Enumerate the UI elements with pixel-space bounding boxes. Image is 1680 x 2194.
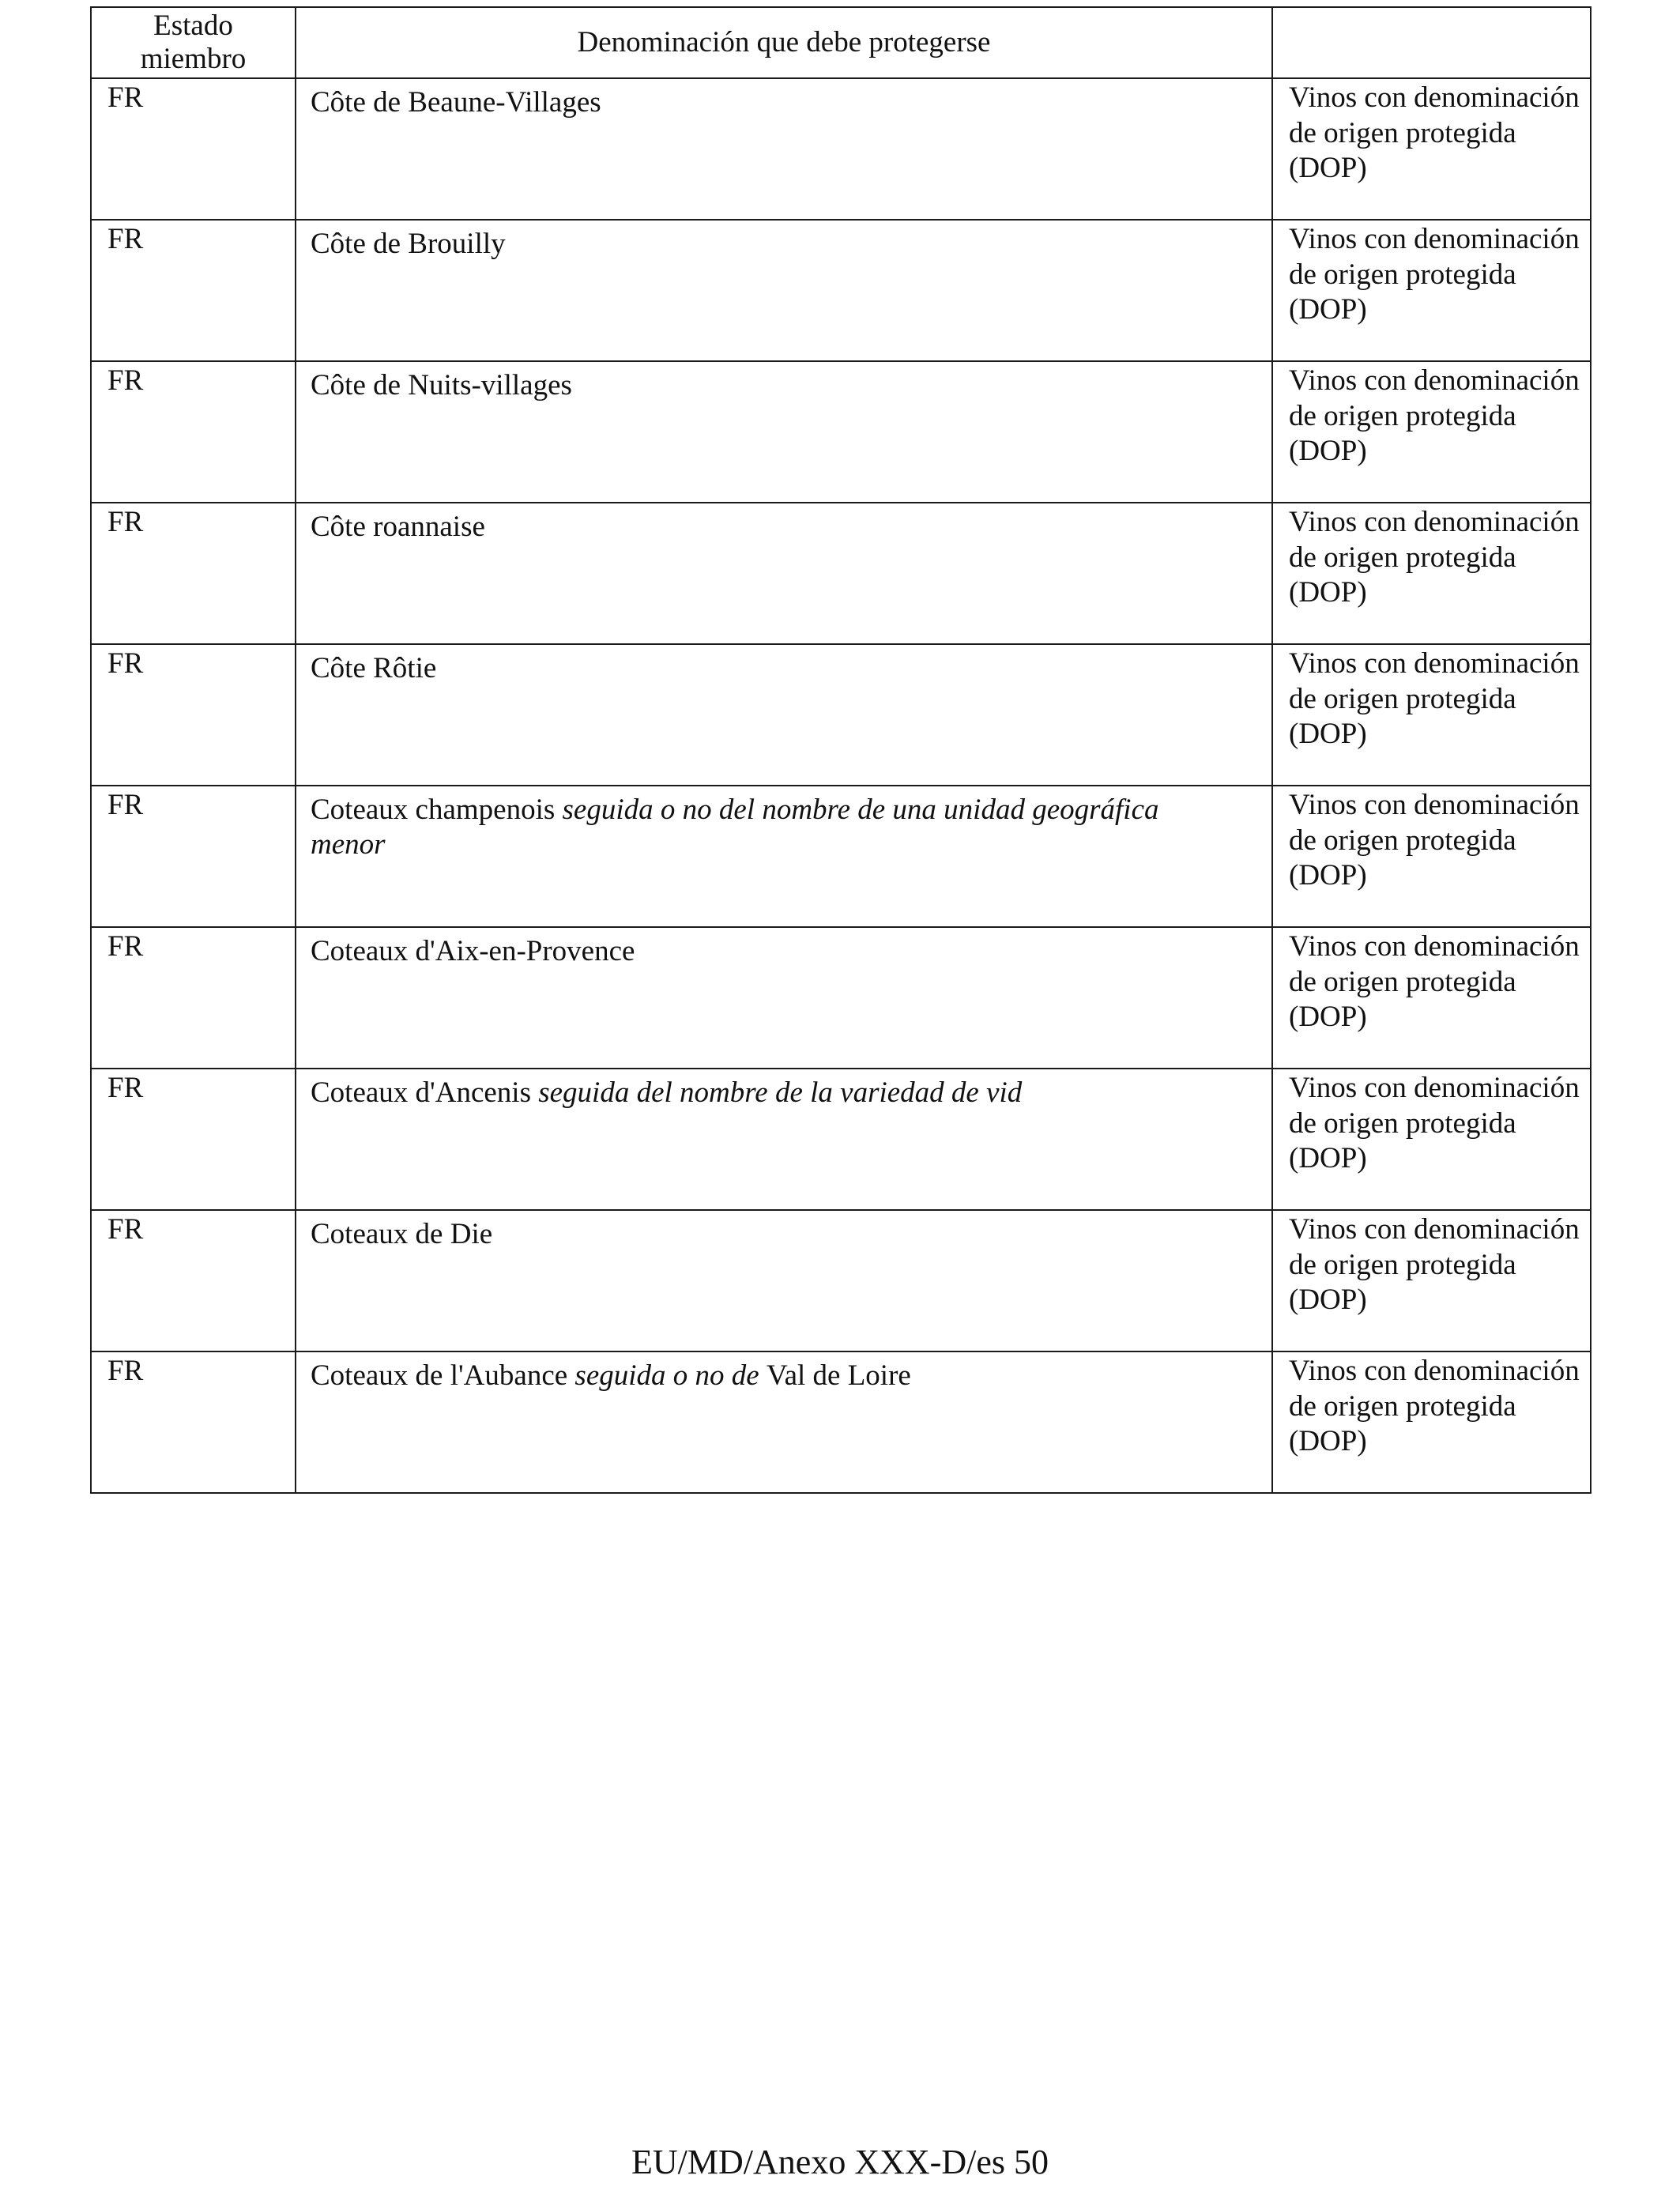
denomination-text: Côte roannaise: [311, 511, 485, 543]
product-type-cell: Vinos con denominación de origen protegida (DOP): [1272, 786, 1591, 927]
denomination-text: Coteaux champenois: [311, 794, 563, 826]
header-member-state: [91, 7, 296, 78]
member-state-cell: FR: [91, 503, 296, 644]
denomination-text: Côte de Brouilly: [311, 228, 506, 260]
table-header: [91, 7, 1591, 78]
product-type-cell: Vinos con denominación de origen protegida (DOP): [1272, 361, 1591, 503]
member-state-cell: FR: [91, 361, 296, 503]
member-state-cell: FR: [91, 786, 296, 927]
table-row: [91, 927, 1591, 1069]
denomination-text: Côte de Nuits-villages: [311, 369, 572, 401]
header-product-type: [1272, 7, 1591, 78]
denomination-cell: [296, 1069, 1272, 1210]
table-row: [91, 786, 1591, 927]
table-row: [91, 78, 1591, 220]
member-state-cell: FR: [91, 1069, 296, 1210]
table-row: [91, 503, 1591, 644]
product-type-cell: Vinos con denominación de origen protegida (DOP): [1272, 927, 1591, 1069]
table-row: [91, 644, 1591, 786]
denomination-text: Coteaux de l'Aubance: [311, 1359, 575, 1392]
denomination-text: Coteaux de Die: [311, 1218, 493, 1250]
member-state-cell: FR: [91, 927, 296, 1069]
denomination-text: Côte de Beaune-Villages: [311, 86, 601, 119]
denomination-cell: [296, 644, 1272, 786]
header-row: [91, 7, 1591, 78]
denomination-cell: [296, 503, 1272, 644]
denomination-cell: [296, 220, 1272, 361]
table-row: [91, 361, 1591, 503]
member-state-cell: FR: [91, 1210, 296, 1351]
product-type-cell: Vinos con denominación de origen protegida (DOP): [1272, 1069, 1591, 1210]
member-state-cell: FR: [91, 78, 296, 220]
denomination-text: Val de Loire: [766, 1359, 911, 1392]
denomination-cell: [296, 361, 1272, 503]
denomination-text: Coteaux d'Aix-en-Provence: [311, 935, 635, 967]
table-row: [91, 220, 1591, 361]
table-row: [91, 1351, 1591, 1493]
product-type-cell: Vinos con denominación de origen protegida (DOP): [1272, 220, 1591, 361]
denomination-text: Côte Rôtie: [311, 652, 437, 684]
denomination-qualifier: seguida o no del nombre de una unidad geográfica menor: [311, 794, 1159, 861]
header-denomination: Denominación que debe protegerse: [296, 7, 1272, 78]
table-body: [91, 78, 1591, 1493]
product-type-cell: Vinos con denominación de origen protegida (DOP): [1272, 1210, 1591, 1351]
member-state-cell: FR: [91, 220, 296, 361]
table-row: [91, 1210, 1591, 1351]
denomination-cell: [296, 1210, 1272, 1351]
header-member-state-line1: Estado: [153, 9, 233, 42]
page-footer-reference: EU/MD/Anexo XXX-D/es 50: [631, 2143, 1049, 2181]
denomination-cell: [296, 786, 1272, 927]
product-type-cell: Vinos con denominación de origen protegida (DOP): [1272, 1351, 1591, 1493]
table-row: [91, 1069, 1591, 1210]
header-member-state-line2: miembro: [140, 43, 247, 75]
denomination-text: Coteaux d'Ancenis: [311, 1076, 539, 1109]
product-type-cell: Vinos con denominación de origen protegida (DOP): [1272, 503, 1591, 644]
product-type-cell: Vinos con denominación de origen protegida (DOP): [1272, 78, 1591, 220]
denomination-cell: [296, 78, 1272, 220]
member-state-cell: FR: [91, 1351, 296, 1493]
denomination-qualifier: seguida o no de: [574, 1359, 767, 1392]
product-type-cell: Vinos con denominación de origen protegida (DOP): [1272, 644, 1591, 786]
denominations-table: [90, 6, 1591, 1494]
member-state-cell: FR: [91, 644, 296, 786]
denomination-cell: [296, 927, 1272, 1069]
denomination-cell: [296, 1351, 1272, 1493]
denomination-qualifier: seguida del nombre de la variedad de vid: [538, 1076, 1023, 1109]
